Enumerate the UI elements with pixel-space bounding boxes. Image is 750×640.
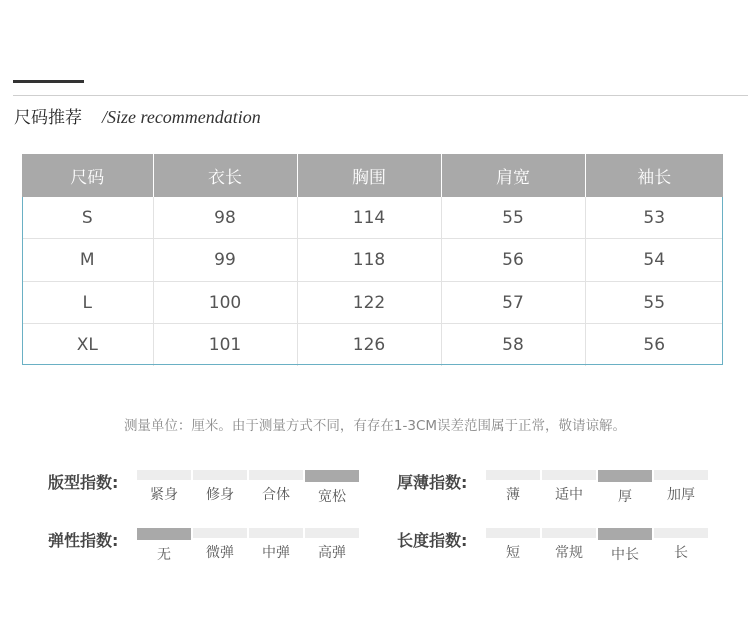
index-bar — [542, 470, 596, 480]
index-scale — [137, 470, 359, 506]
index-option-label: 宽松 — [318, 489, 346, 505]
index-bar-selected — [305, 470, 359, 482]
col-header-length: 衣长 — [153, 154, 297, 197]
index-option — [486, 470, 540, 506]
thickness-index — [397, 470, 709, 510]
index-bar — [486, 528, 540, 538]
index-option-label: 紧身 — [150, 487, 178, 503]
index-bar — [193, 470, 247, 480]
index-bar-selected — [137, 528, 191, 540]
index-option — [137, 470, 191, 506]
table-cell: 118 — [297, 239, 441, 282]
index-bar — [137, 470, 191, 480]
table-cell: 53 — [585, 197, 723, 239]
table-cell: 126 — [297, 324, 441, 366]
index-option-label: 厚 — [618, 489, 632, 505]
index-bar — [249, 470, 303, 480]
table-cell: 122 — [297, 281, 441, 324]
index-option — [598, 528, 652, 564]
table-cell: 56 — [643, 335, 666, 356]
index-bar — [542, 528, 596, 538]
title-chinese: 尺码推荐 — [14, 108, 82, 128]
table-cell: XL — [22, 324, 153, 366]
table-cell: 56 — [441, 239, 585, 282]
index-option — [305, 470, 359, 506]
index-option-label: 适中 — [555, 487, 583, 503]
index-bar — [486, 470, 540, 480]
index-option — [486, 528, 540, 564]
index-option — [193, 470, 247, 506]
table-cell: L — [22, 281, 153, 324]
title-english: /Size recommendation — [102, 107, 261, 127]
fit-index — [48, 470, 360, 510]
table-cell: 101 — [153, 324, 297, 366]
table-cell: 54 — [585, 239, 723, 282]
index-option-label: 加厚 — [667, 487, 695, 503]
index-bar-selected — [598, 470, 652, 482]
index-scale — [137, 528, 359, 564]
index-option — [542, 470, 596, 506]
index-bar — [193, 528, 247, 538]
index-bar — [305, 528, 359, 538]
col-header-chest: 胸围 — [297, 154, 441, 197]
index-option-label: 合体 — [262, 487, 290, 503]
length-index — [397, 528, 709, 568]
col-header-size: 尺码 — [22, 154, 153, 197]
index-option-label: 修身 — [206, 487, 234, 503]
index-label: 弹性指数: — [48, 531, 119, 550]
index-bar — [249, 528, 303, 538]
index-option-label: 无 — [157, 547, 171, 563]
col-header-sleeve: 袖长 — [585, 154, 723, 197]
elasticity-index — [48, 528, 360, 568]
table-cell: M — [22, 239, 153, 282]
index-option — [542, 528, 596, 564]
index-option-label: 短 — [506, 545, 520, 561]
table-cell: 100 — [153, 281, 297, 324]
table-cell: 99 — [153, 239, 297, 282]
index-option — [137, 528, 191, 564]
index-option-label: 高弹 — [318, 545, 346, 561]
table-cell: 114 — [297, 197, 441, 239]
index-option — [249, 470, 303, 506]
index-option-label: 微弹 — [206, 545, 234, 561]
index-option-label: 常规 — [555, 545, 583, 561]
index-scale — [486, 528, 708, 564]
index-option — [193, 528, 247, 564]
index-option-label: 中弹 — [262, 545, 290, 561]
index-option — [654, 528, 708, 564]
measurement-note: 测量单位：厘米。由于测量方式不同，有存在1-3CM误差范围属于正常，敬请谅解。 — [123, 418, 627, 434]
index-bar-selected — [598, 528, 652, 540]
index-label: 厚薄指数: — [397, 473, 468, 492]
index-option-label: 中长 — [611, 547, 639, 563]
index-option-label: 长 — [674, 545, 688, 561]
index-option — [249, 528, 303, 564]
index-option — [305, 528, 359, 564]
index-option — [654, 470, 708, 506]
index-label: 版型指数: — [48, 473, 119, 492]
col-header-shoulder: 肩宽 — [441, 154, 585, 197]
table-cell: 57 — [441, 281, 585, 324]
table-cell: 55 — [585, 281, 723, 324]
table-cell: 58 — [441, 324, 585, 366]
index-option — [598, 470, 652, 506]
index-bar — [654, 528, 708, 538]
table-cell: 98 — [153, 197, 297, 239]
table-cell: S — [22, 197, 153, 239]
index-bar — [654, 470, 708, 480]
index-option-label: 薄 — [506, 487, 520, 503]
index-scale — [486, 470, 708, 506]
table-cell: 55 — [441, 197, 585, 239]
index-label: 长度指数: — [397, 531, 468, 550]
